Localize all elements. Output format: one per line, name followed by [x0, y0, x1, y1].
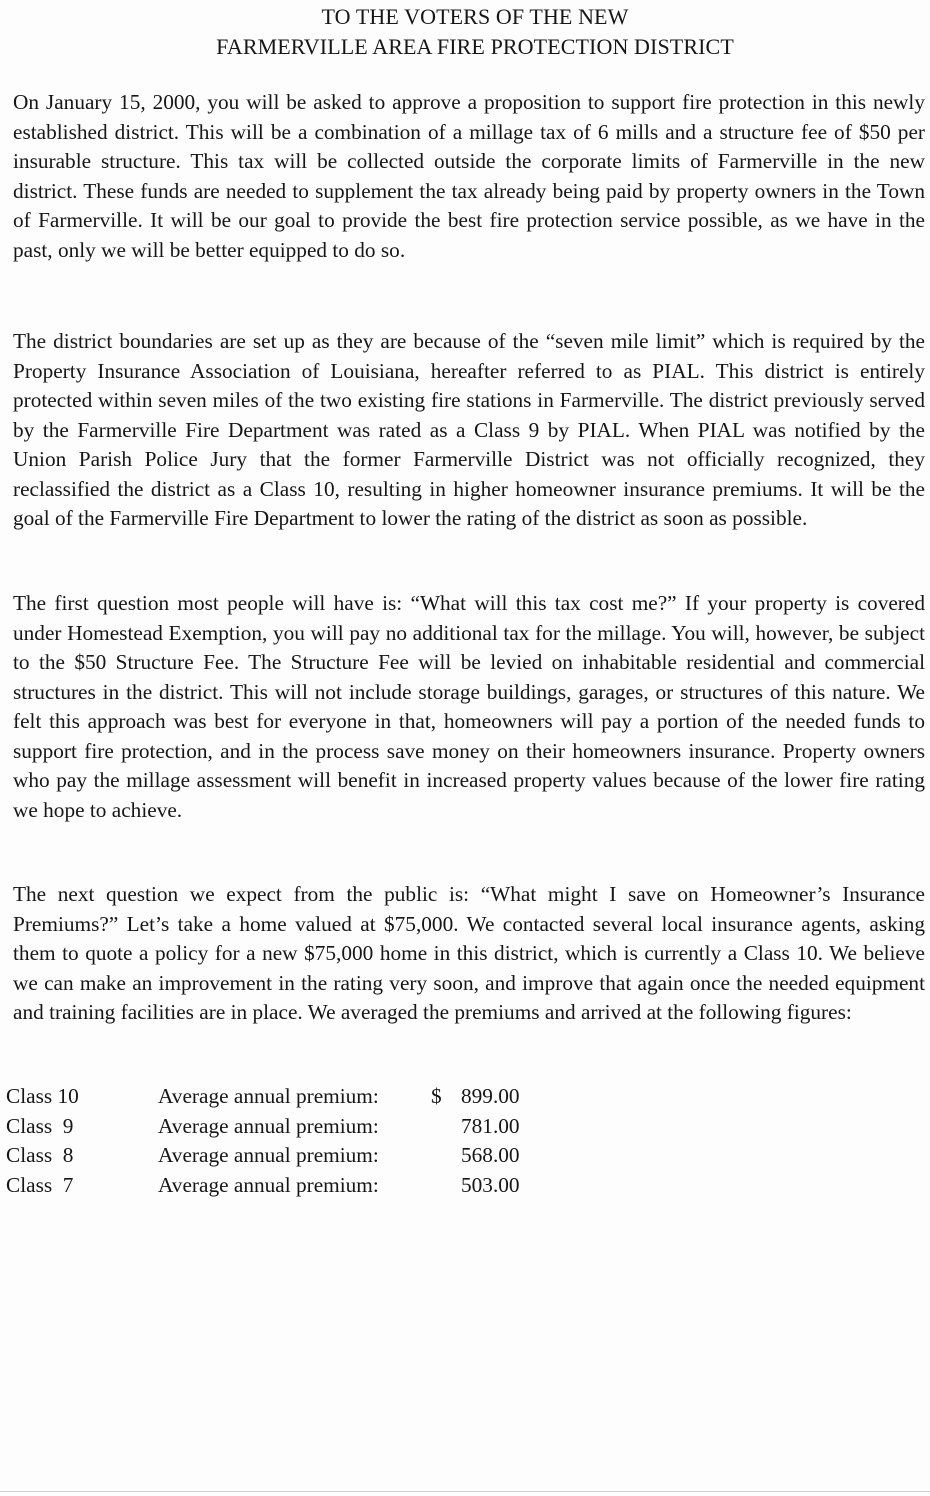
- premium-label: Average annual premium:: [158, 1113, 379, 1138]
- title-line-1: TO THE VOTERS OF THE NEW: [321, 4, 629, 29]
- title-line-2: FARMERVILLE AREA FIRE PROTECTION DISTRICT: [216, 34, 734, 59]
- paragraph-district-boundaries: The district boundaries are set up as they are because of the “seven mile limit” which is required by the Property Insurance Association of Louisiana, hereafter referred to as PIAL. This district is entirely protected within seven miles of the two existing fire stations in Farmerville. The district previously served by the Farmerville Fire Department was rated as a Class 9 by PIAL. When PIAL was notified by the Union Parish Police Jury that the former Farmerville District was not officially recognized, they reclassified the district as a Class 10, resulting in higher homeowner insurance premiums. It will be the goal of the Farmerville Fire Department to lower the rating of the district as soon as possible.: [13, 329, 925, 530]
- premium-label: Average annual premium:: [158, 1084, 379, 1108]
- premium-currency: $: [431, 1084, 442, 1108]
- premium-row: [6, 1171, 566, 1201]
- premium-table: [6, 1082, 566, 1200]
- premium-amount: 899.00: [461, 1084, 520, 1108]
- premium-amount: 503.00: [461, 1172, 520, 1197]
- premium-class: Class 8: [6, 1143, 74, 1167]
- paragraph-proposition: On January 15, 2000, you will be asked to approve a proposition to support fire protection in this newly established district. This will be a combination of a millage tax of 6 mills and a structure fee of $50 per insurable structure. This tax will be collected outside the corporate limits of Farmerville in the new district. These funds are needed to supplement the tax already being paid by property owners in the Town of Farmerville. It will be our goal to provide the best fire protection service possible, as we have in the past, only we will be better equipped to do so.: [13, 90, 925, 262]
- premium-label: Average annual premium:: [158, 1172, 379, 1197]
- premium-row: [6, 1082, 566, 1112]
- premium-amount: 568.00: [461, 1143, 520, 1167]
- premium-class: Class 7: [6, 1172, 74, 1197]
- paragraph-tax-cost: The first question most people will have is: “What will this tax cost me?” If your property is covered under Homestead Exemption, you will pay no additional tax for the millage. You will, however, be subject to the $50 Structure Fee. The Structure Fee will be levied on inhabitable residential and commercial structures in the district. This will not include storage buildings, garages, or structures of this nature. We felt this approach was best for everyone in that, homeowners will pay a portion of the needed funds to support fire protection, and in the process save money on their homeowners insurance. Property owners who pay the millage assessment will benefit in increased property values because of the lower fire rating we hope to achieve.: [13, 591, 925, 822]
- premium-row: [6, 1112, 566, 1142]
- premium-class: Class 10: [6, 1084, 79, 1108]
- document-title: [0, 2, 930, 62]
- premium-row: [6, 1141, 566, 1171]
- paragraph-insurance-savings: The next question we expect from the public is: “What might I save on Homeowner’s Insurance Premiums?” Let’s take a home valued at $75,000. We contacted several local insurance agents, asking them to quote a policy for a new $75,000 home in this district, which is currently a Class 10. We believe we can make an improvement in the rating very soon, and improve that again once the needed equipment and training facilities are in place. We averaged the premiums and arrived at the following figures:: [13, 882, 925, 1024]
- scan-edge-line: [0, 1491, 930, 1492]
- premium-label: Average annual premium:: [158, 1143, 379, 1167]
- premium-class: Class 9: [6, 1113, 74, 1138]
- premium-amount: 781.00: [461, 1113, 520, 1138]
